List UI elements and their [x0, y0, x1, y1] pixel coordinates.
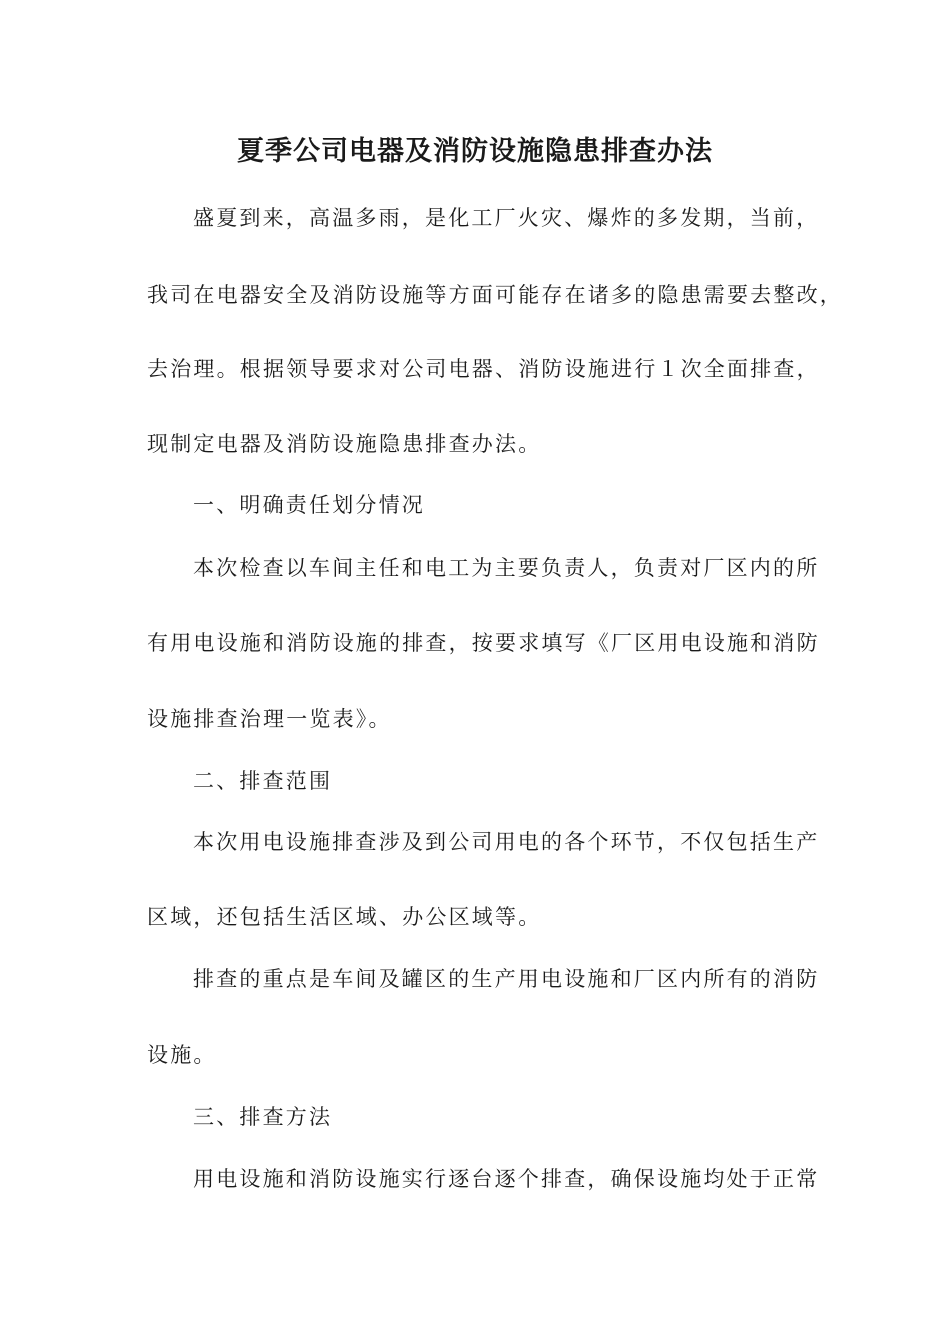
- paragraph-line: 去治理。根据领导要求对公司电器、消防设施进行１次全面排查，: [147, 357, 820, 381]
- paragraph-line: 设施。: [147, 1043, 217, 1067]
- paragraph-line: 现制定电器及消防设施隐患排查办法。: [147, 432, 542, 456]
- paragraph-line: 有用电设施和消防设施的排查，按要求填写《厂区用电设施和消防: [147, 631, 820, 655]
- document-title: 夏季公司电器及消防设施隐患排查办法: [237, 136, 713, 167]
- paragraph-line: 本次用电设施排查涉及到公司用电的各个环节，不仅包括生产: [193, 830, 820, 854]
- paragraph-line: 排查的重点是车间及罐区的生产用电设施和厂区内所有的消防: [193, 967, 820, 991]
- section-heading: 二、排查范围: [193, 769, 333, 793]
- section-heading: 三、排查方法: [193, 1105, 333, 1129]
- section-heading: 一、明确责任划分情况: [193, 493, 425, 517]
- paragraph-line: 盛夏到来，高温多雨，是化工厂火灾、爆炸的多发期，当前，: [193, 206, 820, 230]
- paragraph-line: 区域，还包括生活区域、办公区域等。: [147, 905, 542, 929]
- paragraph-line: 用电设施和消防设施实行逐台逐个排查，确保设施均处于正常: [193, 1167, 820, 1191]
- paragraph-line: 本次检查以车间主任和电工为主要负责人，负责对厂区内的所: [193, 556, 820, 580]
- paragraph-line: 设施排查治理一览表》。: [147, 707, 392, 731]
- paragraph-line: 我司在电器安全及消防设施等方面可能存在诸多的隐患需要去整改，: [147, 283, 843, 307]
